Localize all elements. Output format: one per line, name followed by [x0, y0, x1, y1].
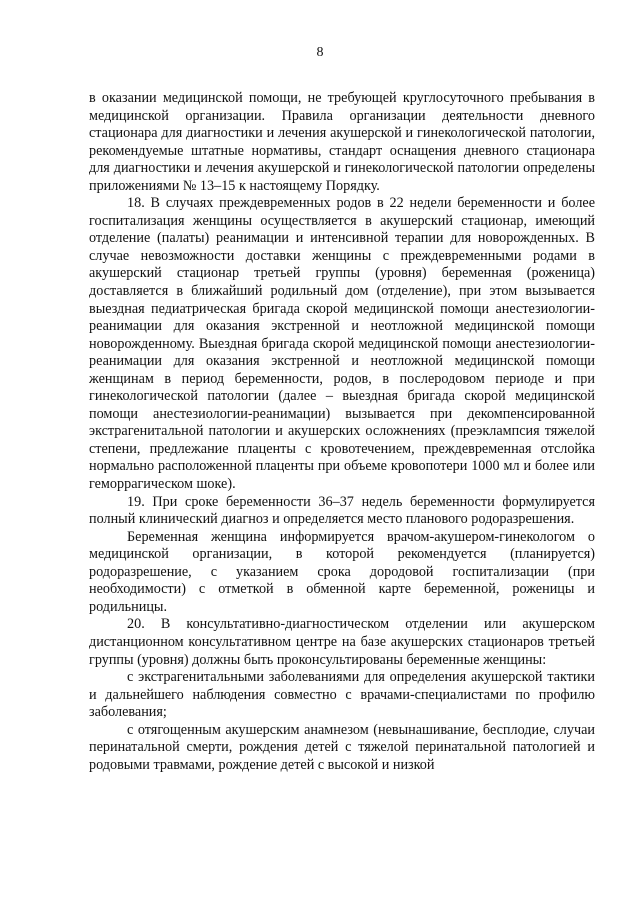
paragraph-item-19: 19. При сроке беременности 36–37 недель беременности формулируется полный клинический диагноз и определяется место планового родоразрешения.	[89, 493, 595, 528]
paragraph-obstetric-history: с отягощенным акушерским анамнезом (невынашивание, бесплодие, случаи перинатальной смерти, рождения детей с тяжелой перинатальной патологией и родовыми травмами, рождение детей с высокой и низкой	[89, 721, 595, 773]
paragraph-extragenital: с экстрагенитальными заболеваниями для определения акушерской тактики и дальнейшего наблюдения совместно с врачами-специалистами по профилю заболевания;	[89, 669, 595, 721]
paragraph-1: в оказании медицинской помощи, не требующей круглосуточного пребывания в медицинской организации. Правила организации деятельности дневного стационара для диагностики и лечения акушерской и гинекологической патологии, рекомендуемые штатные нормативы, стандарт оснащения дневного стационара для диагностики и лечения акушерской и гинекологической патологии определены приложениями № 13–15 к настоящему Порядку.	[89, 90, 595, 194]
paragraph-informing: Беременная женщина информируется врачом-акушером-гинекологом о медицинской организации, в которой рекомендуется (планируется) родоразрешение, с указанием срока дородовой госпитализации (при необходимости) с отметкой в обменной карте беременной, роженицы и родильницы.	[89, 528, 595, 615]
paragraph-item-20: 20. В консультативно-диагностическом отделении или акушерском дистанционном консультативном центре на базе акушерских стационаров третьей группы (уровня) должны быть проконсультированы беременные женщины:	[89, 616, 595, 668]
page-number: 8	[316, 45, 324, 60]
paragraph-item-18: 18. В случаях преждевременных родов в 22 недели беременности и более госпитализация женщины осуществляется в акушерский стационар, имеющий отделение (палаты) реанимации и интенсивной терапии для новорожденных. В случае невозможности доставки женщины с преждевременными родами в акушерский стационар третьей группы (уровня) беременная (роженица) доставляется в ближайший родильный дом (отделение), при этом вызывается выездная педиатрическая бригада скорой медицинской помощи анестезиологии-реанимации для оказания экстренной и неотложной медицинской помощи новорожденному. Выездная бригада скорой медицинской помощи анестезиологии-реанимации для оказания экстренной и неотложной медицинской помощи женщинам в период беременности, родов, в послеродовом периоде и при гинекологической патологии (далее – выездная бригада скорой медицинской помощи анестезиологии-реанимации) вызывается при декомпенсированной экстрагенитальной патологии и акушерских осложнениях (преэклампсия тяжелой степени, предлежание плаценты с кровотечением, преждевременная отслойка нормально расположенной плаценты при объеме кровопотери 1000 мл и более или геморрагическом шоке).	[89, 195, 595, 493]
document-body	[89, 90, 595, 774]
